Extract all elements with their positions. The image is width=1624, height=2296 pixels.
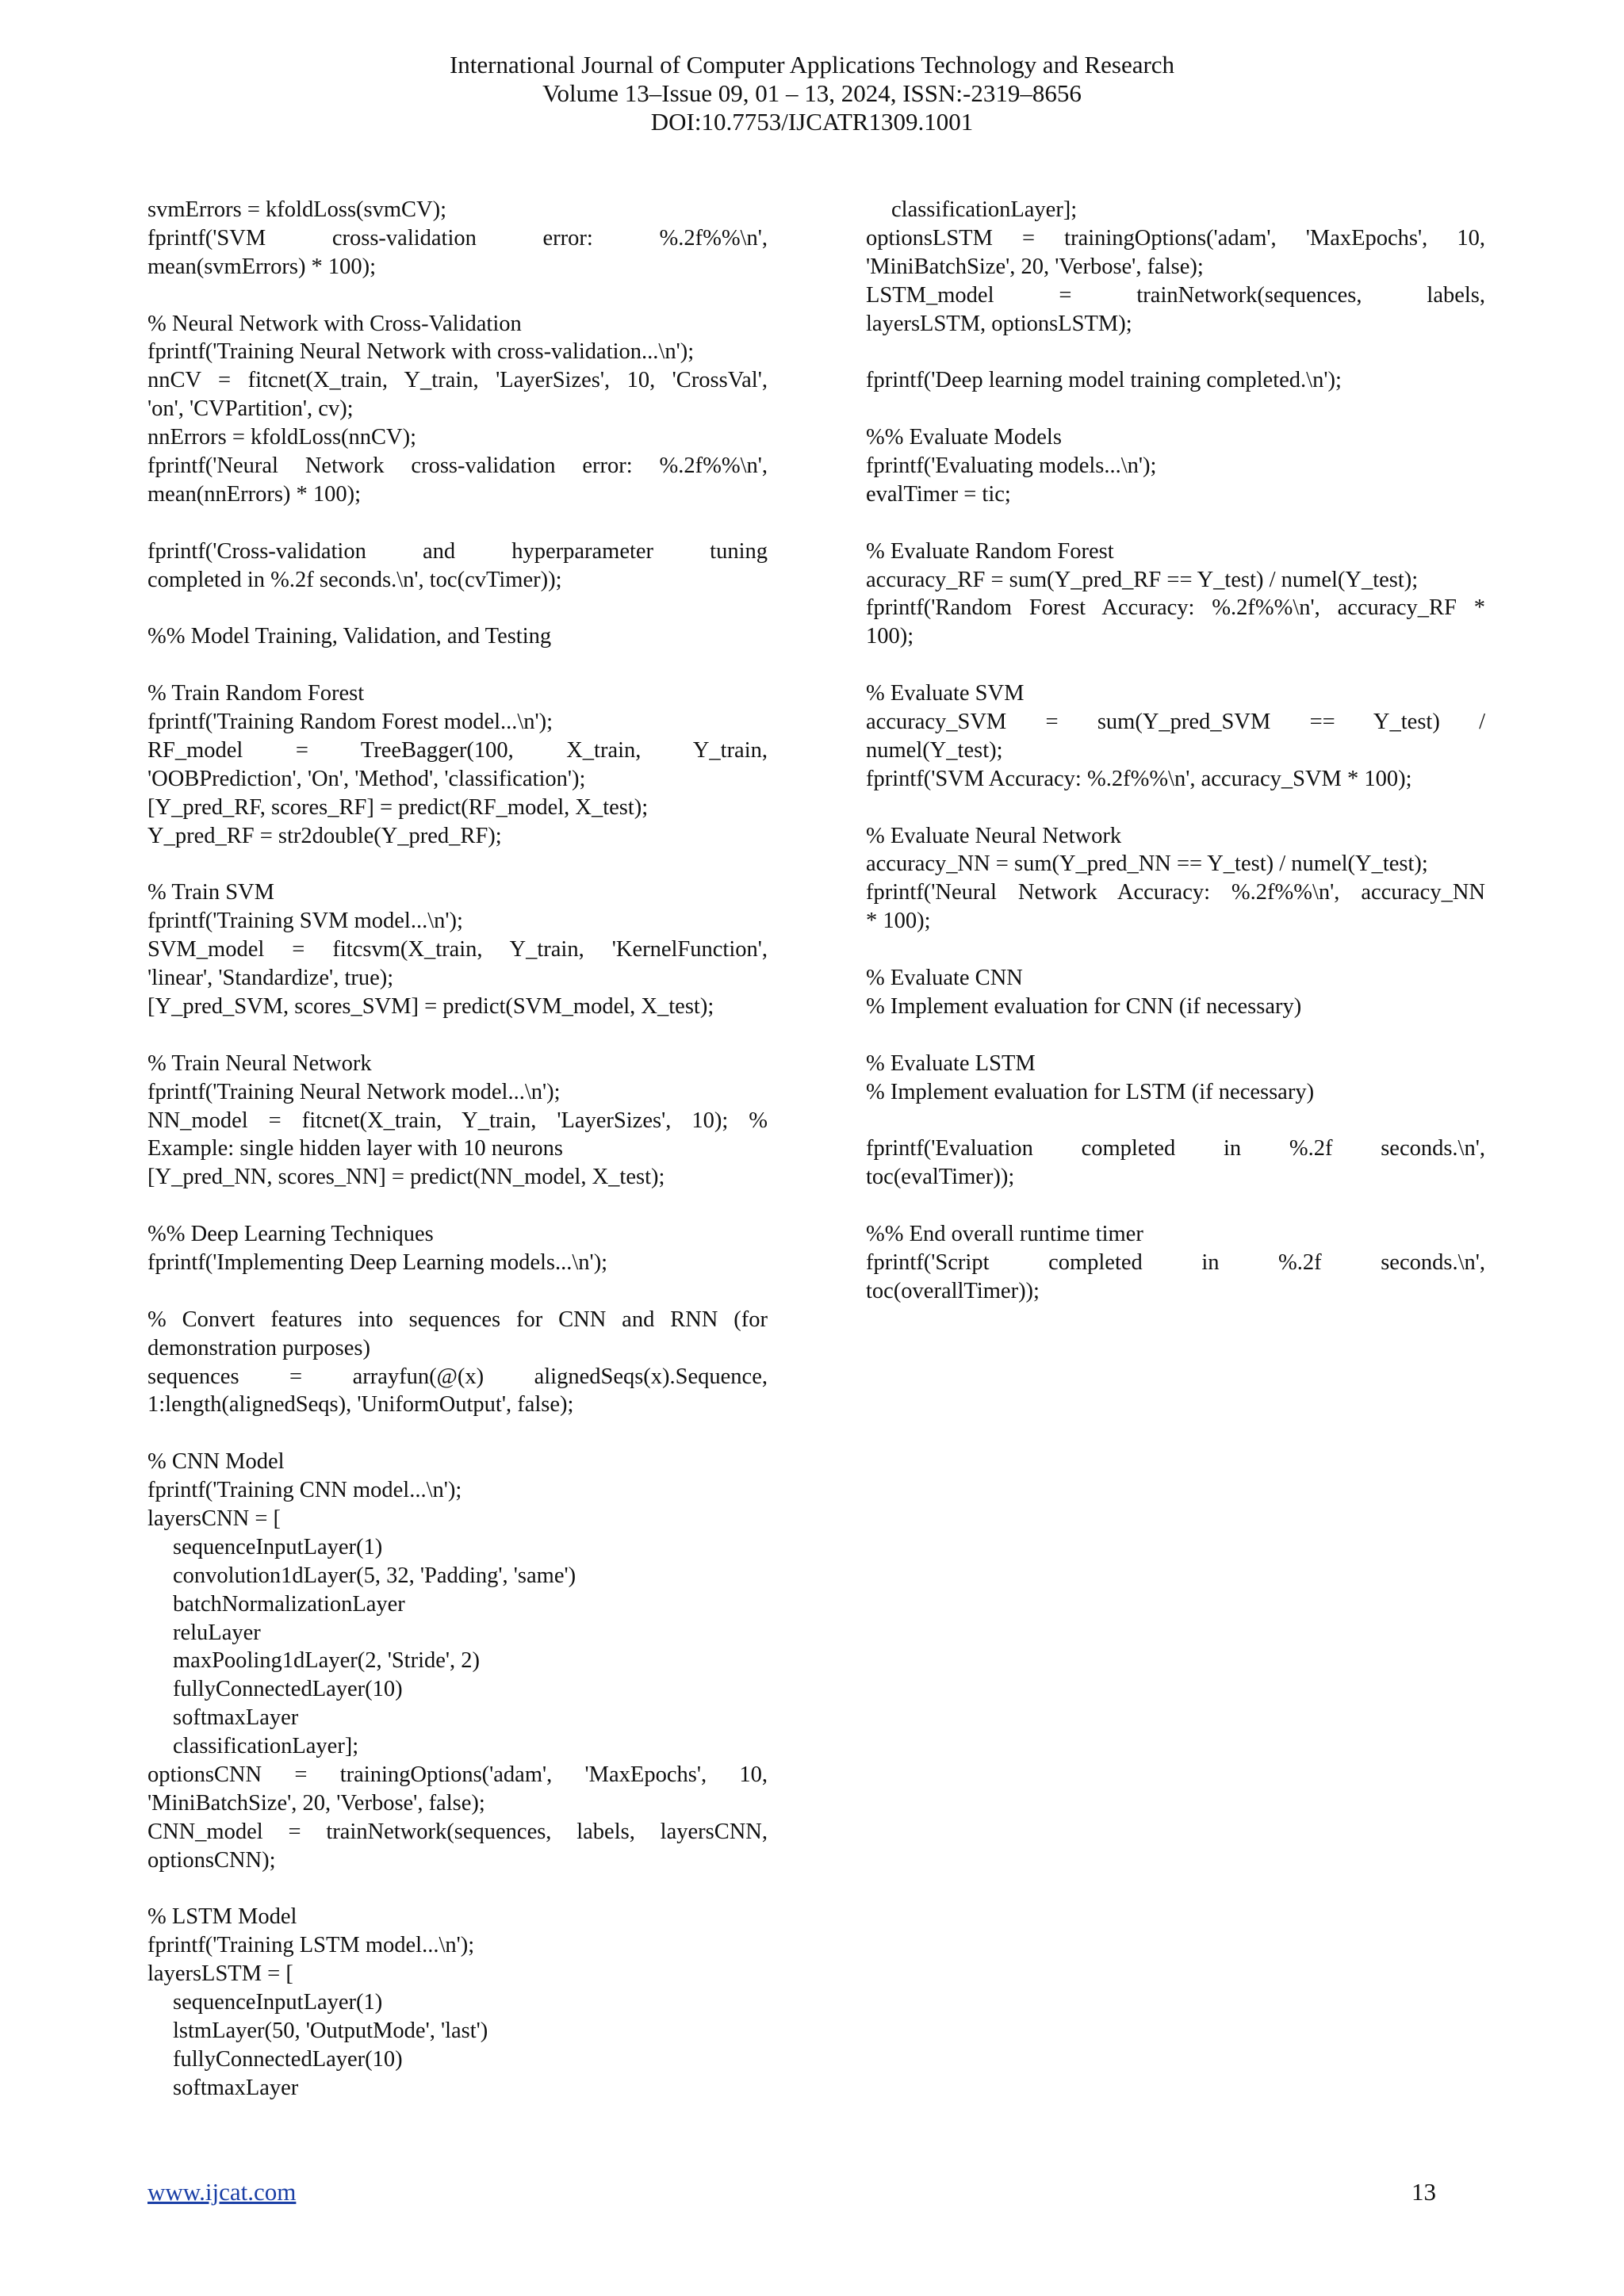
journal-title: International Journal of Computer Applications Technology and Research (449, 51, 1175, 78)
code-line: 'linear', 'Standardize', true); (147, 966, 394, 991)
journal-header (0, 51, 1624, 136)
code-line: %% End overall runtime timer (866, 1222, 1143, 1247)
code-line: convolution1dLayer(5, 32, 'Padding', 'same') (173, 1563, 576, 1588)
code-line: layersCNN = [ (147, 1506, 282, 1531)
code-line: fprintf('Training SVM model...\n'); (147, 909, 463, 934)
blank-line (866, 794, 1485, 822)
blank-line (866, 1107, 1485, 1135)
code-line: fprintf('Evaluation completed in %.2f seconds.\n', (866, 1136, 1485, 1161)
code-line: accuracy_RF = sum(Y_pred_RF == Y_test) / numel(Y_test); (866, 567, 1419, 592)
code-line: fprintf('Training Neural Network with cross-validation...\n'); (147, 339, 695, 365)
code-line: Y_pred_RF = str2double(Y_pred_RF); (147, 823, 502, 848)
code-line: fprintf('Evaluating models...\n'); (866, 453, 1157, 479)
code-line: layersLSTM, optionsLSTM); (866, 311, 1132, 336)
code-line: fprintf('Implementing Deep Learning models...\n'); (147, 1249, 608, 1275)
blank-line (866, 395, 1485, 423)
blank-line (147, 594, 768, 622)
code-line: % Evaluate LSTM (866, 1050, 1036, 1076)
blank-line (147, 1277, 768, 1306)
code-line: fprintf('Training Neural Network model...\n'); (147, 1079, 561, 1104)
blank-line (866, 509, 1485, 538)
blank-line (147, 281, 768, 310)
code-line: mean(nnErrors) * 100); (147, 481, 362, 507)
code-line: [Y_pred_SVM, scores_SVM] = predict(SVM_model, X_test); (147, 993, 714, 1019)
code-line: toc(evalTimer)); (866, 1165, 1015, 1190)
blank-line (147, 1875, 768, 1904)
code-line: fprintf('Script completed in %.2f seconds.\n', (866, 1249, 1485, 1275)
code-line: %% Model Training, Validation, and Testing (147, 624, 552, 649)
code-line: toc(overallTimer)); (866, 1278, 1040, 1303)
code-line: batchNormalizationLayer (173, 1591, 405, 1617)
code-line: % LSTM Model (147, 1904, 297, 1930)
code-line: % Train Neural Network (147, 1050, 372, 1076)
code-line: evalTimer = tic; (866, 481, 1011, 507)
blank-line (866, 936, 1485, 964)
code-line: NN_model = fitcnet(X_train, Y_train, 'LayerSizes', 10); % (147, 1108, 768, 1133)
code-line: demonstration purposes) (147, 1335, 370, 1360)
code-line: CNN_model = trainNetwork(sequences, labels, layersCNN, (147, 1819, 768, 1844)
blank-line (147, 1192, 768, 1220)
code-line: Example: single hidden layer with 10 neurons (147, 1136, 563, 1161)
code-line: % Train SVM (147, 880, 274, 905)
code-line: % Neural Network with Cross-Validation (147, 311, 522, 336)
code-line: reluLayer (173, 1620, 261, 1645)
blank-line (147, 509, 768, 538)
code-line: numel(Y_test); (866, 737, 1003, 763)
blank-line (866, 1192, 1485, 1220)
code-line: fprintf('Neural Network cross-validation error: %.2f%%\n', (147, 453, 768, 479)
code-line: % Implement evaluation for LSTM (if necessary) (866, 1079, 1315, 1104)
journal-doi: DOI:10.7753/IJCATR1309.1001 (650, 108, 974, 136)
code-line: accuracy_NN = sum(Y_pred_NN == Y_test) / numel(Y_test); (866, 851, 1428, 877)
code-line: fprintf('Deep learning model training completed.\n'); (866, 368, 1342, 393)
code-line: [Y_pred_NN, scores_NN] = predict(NN_model, X_test); (147, 1165, 665, 1190)
code-line: maxPooling1dLayer(2, 'Stride', 2) (173, 1648, 481, 1674)
code-line: classificationLayer]; (173, 1734, 359, 1759)
code-line: [Y_pred_RF, scores_RF] = predict(RF_model, X_test); (147, 794, 649, 820)
code-line: fprintf('Cross-validation and hyperparameter tuning (147, 538, 768, 564)
code-line: fprintf('Training Random Forest model...\n'); (147, 710, 553, 735)
code-line: % Evaluate SVM (866, 681, 1025, 706)
code-line: 1:length(alignedSeqs), 'UniformOutput', false); (147, 1392, 574, 1418)
blank-line (147, 651, 768, 679)
code-line: completed in %.2f seconds.\n', toc(cvTimer)); (147, 567, 562, 592)
code-line: SVM_model = fitcsvm(X_train, Y_train, 'KernelFunction', (147, 937, 768, 962)
code-line: % Evaluate Neural Network (866, 823, 1122, 848)
code-line: softmaxLayer (173, 2075, 299, 2100)
blank-line (147, 1021, 768, 1050)
code-line: %% Evaluate Models (866, 425, 1062, 450)
right-column-code (866, 196, 1485, 1306)
code-line: fprintf('SVM Accuracy: %.2f%%\n', accuracy_SVM * 100); (866, 766, 1412, 791)
code-line: % Convert features into sequences for CNN and RNN (for (147, 1307, 768, 1332)
code-line: sequenceInputLayer(1) (173, 1990, 383, 2015)
journal-website-link[interactable]: www.ijcat.com (147, 2178, 297, 2206)
code-line: optionsLSTM = trainingOptions('adam', 'MaxEpochs', 10, (866, 225, 1485, 251)
code-line: % Evaluate CNN (866, 966, 1023, 991)
code-line: 100); (866, 624, 914, 649)
code-line: fprintf('SVM cross-validation error: %.2f%%\n', (147, 225, 768, 251)
code-line: layersLSTM = [ (147, 1961, 293, 1987)
code-line: 'MiniBatchSize', 20, 'Verbose', false); (866, 254, 1204, 279)
journal-volume: Volume 13–Issue 09, 01 – 13, 2024, ISSN:-2319–8656 (542, 79, 1082, 107)
code-line: svmErrors = kfoldLoss(svmCV); (147, 197, 447, 222)
code-line: mean(svmErrors) * 100); (147, 254, 377, 279)
code-line: nnCV = fitcnet(X_train, Y_train, 'LayerSizes', 10, 'CrossVal', (147, 368, 768, 393)
code-line: nnErrors = kfoldLoss(nnCV); (147, 425, 417, 450)
code-line: fullyConnectedLayer(10) (173, 2046, 403, 2072)
page-number: 13 (1411, 2178, 1436, 2206)
code-line: fprintf('Random Forest Accuracy: %.2f%%\n', accuracy_RF * (866, 595, 1485, 621)
code-line: softmaxLayer (173, 1705, 299, 1731)
code-line: %% Deep Learning Techniques (147, 1222, 434, 1247)
blank-line (147, 850, 768, 878)
code-line: 'OOBPrediction', 'On', 'Method', 'classification'); (147, 766, 586, 791)
code-line: fullyConnectedLayer(10) (173, 1677, 403, 1702)
code-line: % Evaluate Random Forest (866, 538, 1114, 564)
blank-line (866, 338, 1485, 366)
blank-line (866, 651, 1485, 679)
code-line: fprintf('Training CNN model...\n'); (147, 1478, 462, 1503)
code-line: 'MiniBatchSize', 20, 'Verbose', false); (147, 1790, 485, 1816)
code-line: 'on', 'CVPartition', cv); (147, 396, 354, 422)
code-line: sequences = arrayfun(@(x) alignedSeqs(x).Sequence, (147, 1364, 768, 1389)
code-line: fprintf('Training LSTM model...\n'); (147, 1933, 475, 1958)
code-line: * 100); (866, 909, 931, 934)
code-line: classificationLayer]; (891, 197, 1078, 222)
code-line: optionsCNN); (147, 1847, 276, 1873)
code-line: % Implement evaluation for CNN (if necessary) (866, 993, 1302, 1019)
blank-line (866, 1021, 1485, 1050)
code-line: RF_model = TreeBagger(100, X_train, Y_train, (147, 737, 768, 763)
code-line: accuracy_SVM = sum(Y_pred_SVM == Y_test) / (866, 710, 1485, 735)
left-column-code (147, 196, 768, 2103)
code-line: % CNN Model (147, 1449, 285, 1475)
code-line: sequenceInputLayer(1) (173, 1534, 383, 1559)
code-line: LSTM_model = trainNetwork(sequences, labels, (866, 282, 1485, 308)
code-line: lstmLayer(50, 'OutputMode', 'last') (173, 2019, 488, 2043)
code-line: optionsCNN = trainingOptions('adam', 'MaxEpochs', 10, (147, 1762, 768, 1787)
blank-line (147, 1419, 768, 1448)
code-line: % Train Random Forest (147, 681, 365, 706)
code-line: fprintf('Neural Network Accuracy: %.2f%%\n', accuracy_NN (866, 880, 1485, 905)
